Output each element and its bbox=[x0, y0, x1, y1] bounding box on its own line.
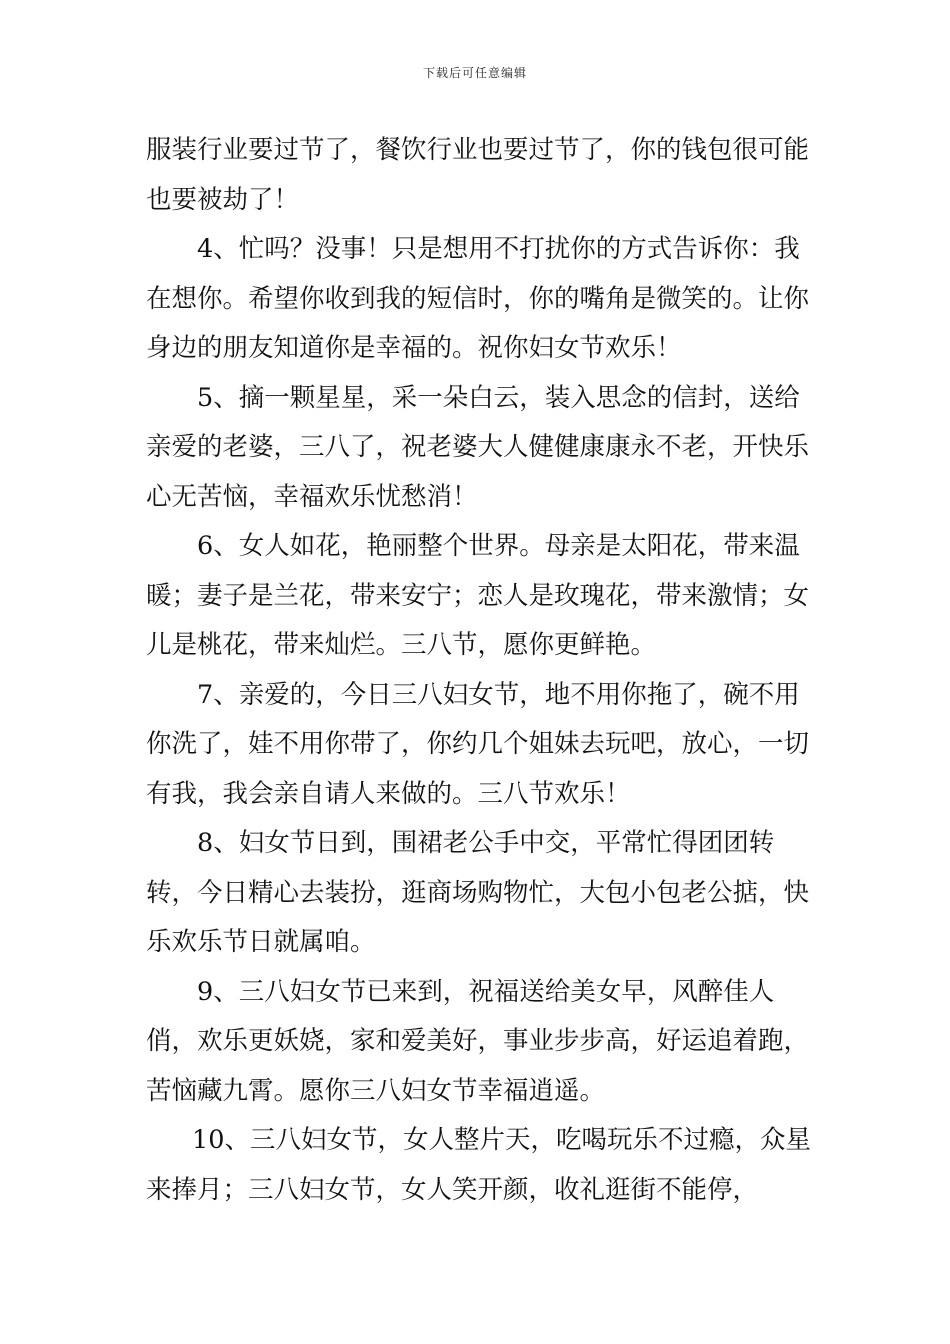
paragraph-item-4: 4、忙吗？没事！只是想用不打扰你的方式告诉你：我在想你。希望你收到我的短信时，你的嘴角是微笑的。让你身边的朋友知道你是幸福的。祝你妇女节欢乐！ bbox=[146, 234, 810, 363]
paragraph-item-5: 5、摘一颗星星，采一朵白云，装入思念的信封，送给亲爱的老婆，三八了，祝老婆大人健健康康永不老，开快乐心无苦恼，幸福欢乐忧愁消！ bbox=[146, 382, 810, 512]
paragraph-continuation: 服装行业要过节了，餐饮行业也要过节了，你的钱包很可能也要被劫了！ bbox=[146, 135, 810, 215]
paragraph-item-8: 8、妇女节日到，围裙老公手中交，平常忙得团团转转，今日精心去装扮，逛商场购物忙，大包小包老公掂，快乐欢乐节日就属咱。 bbox=[146, 828, 810, 957]
paragraph-item-7: 7、亲爱的，今日三八妇女节，地不用你拖了，碗不用你洗了，娃不用你带了，你约几个姐妹去玩吧，放心，一切有我，我会亲自请人来做的。三八节欢乐！ bbox=[146, 679, 810, 809]
page-header-note: 下载后可任意编辑 bbox=[422, 66, 527, 80]
paragraph-item-9: 9、三八妇女节已来到，祝福送给美女早，风醉佳人俏，欢乐更妖娆，家和爱美好，事业步步高，好运追着跑，苦恼藏九霄。愿你三八妇女节幸福逍遥。 bbox=[146, 976, 810, 1106]
document-body bbox=[146, 126, 811, 1215]
paragraph-item-6: 6、女人如花，艳丽整个世界。母亲是太阳花，带来温暖；妻子是兰花，带来安宁；恋人是玫瑰花，带来激情；女儿是桃花，带来灿烂。三八节，愿你更鲜艳。 bbox=[146, 531, 810, 660]
paragraph-item-10: 10、三八妇女节，女人整片天，吃喝玩乐不过瘾，众星来捧月；三八妇女节，女人笑开颜，收礼逛街不能停， bbox=[146, 1125, 811, 1205]
